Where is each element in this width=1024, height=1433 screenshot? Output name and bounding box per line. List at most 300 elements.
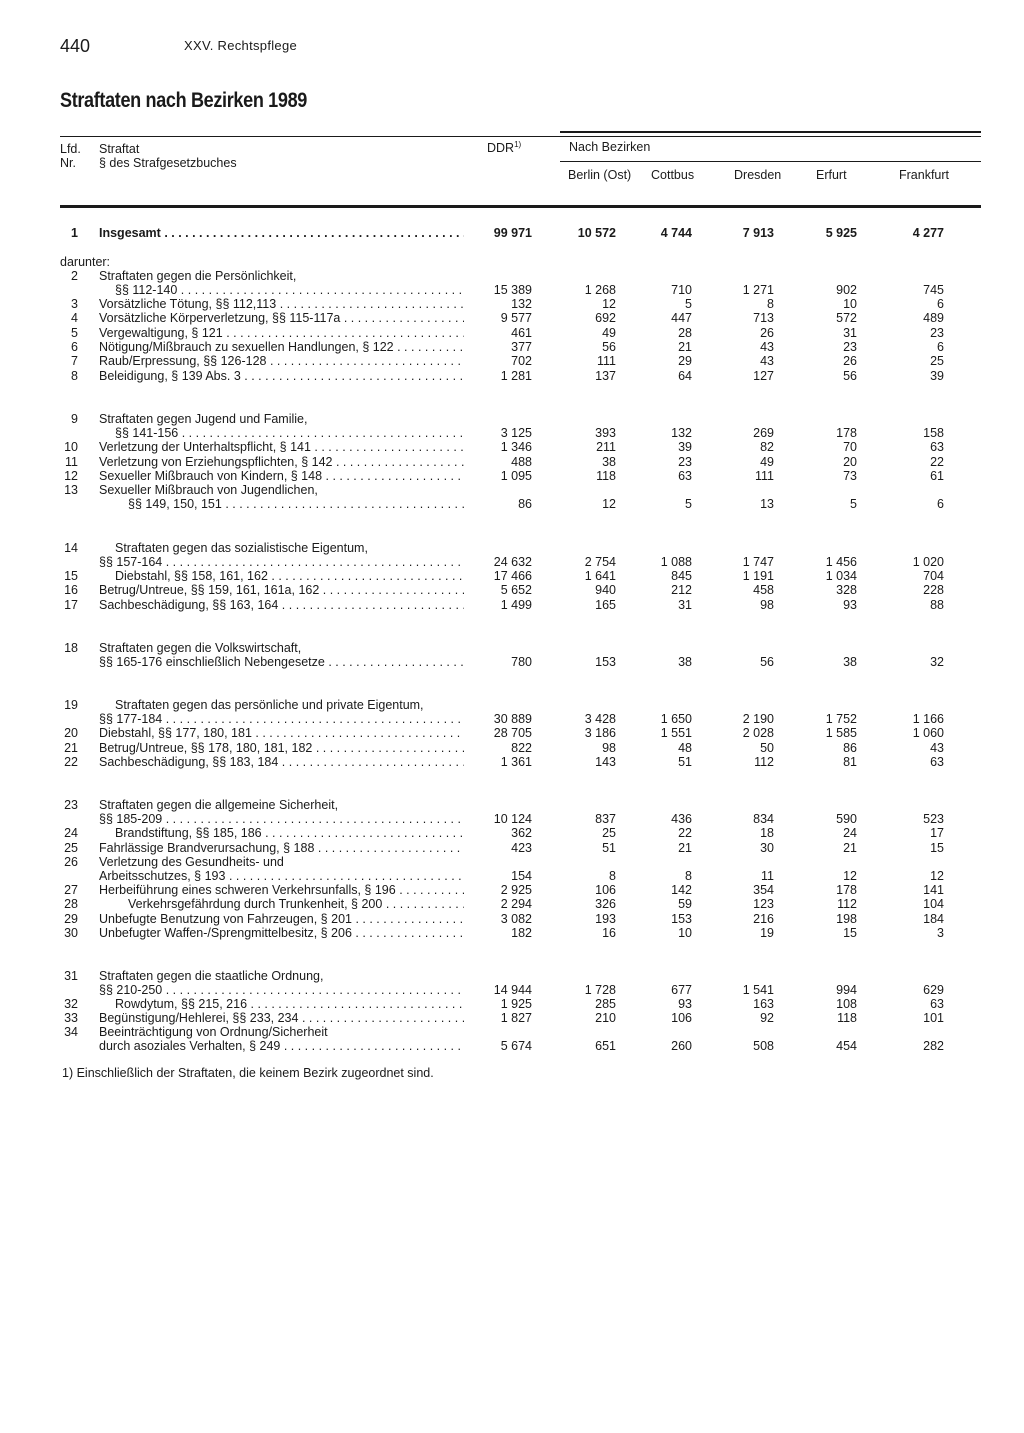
cell-value: 15 389 (493, 283, 532, 297)
cell-value: 112 (754, 755, 774, 769)
table-row (0, 755, 1024, 770)
cell-value: 1 728 (584, 983, 616, 997)
cell-value: 1 166 (912, 712, 944, 726)
cell-value: 3 125 (500, 426, 532, 440)
cell-value: 362 (511, 826, 532, 840)
table-row (0, 426, 1024, 441)
row-label: Diebstahl, §§ 177, 180, 181 . . . (99, 726, 464, 741)
cell-value: 10 (678, 926, 692, 940)
cell-value: 6 (937, 297, 944, 311)
row-label: §§ 149, 150, 151 . . . (128, 497, 464, 512)
cell-value: 51 (678, 755, 692, 769)
cell-value: 132 (511, 297, 532, 311)
cell-value: 5 (685, 297, 692, 311)
cell-value: 5 (685, 497, 692, 511)
cell-value: 6 (937, 497, 944, 511)
table-row (0, 269, 1024, 284)
cell-value: 902 (836, 283, 857, 297)
row-number: 15 (64, 569, 78, 583)
col-straftat: Straftat (99, 142, 140, 156)
row-number: 18 (64, 641, 78, 655)
cell-value: 64 (678, 369, 692, 383)
cell-value: 1 650 (660, 712, 692, 726)
cell-value: 28 705 (493, 726, 532, 740)
cell-value: 98 (760, 598, 774, 612)
row-label: §§ 185-209 . . . (99, 812, 464, 827)
cell-value: 86 (843, 741, 857, 755)
cell-value: 1 020 (912, 555, 944, 569)
cell-value: 143 (595, 755, 616, 769)
cell-value: 29 (678, 354, 692, 368)
row-number: 12 (64, 469, 78, 483)
cell-value: 3 (937, 926, 944, 940)
cell-value: 1 095 (500, 469, 532, 483)
cell-value: 51 (602, 841, 616, 855)
cell-value: 21 (678, 340, 692, 354)
cell-value: 692 (595, 311, 616, 325)
table-row (0, 440, 1024, 455)
row-number: 33 (64, 1011, 78, 1025)
cell-value: 1 191 (742, 569, 774, 583)
cell-value: 228 (923, 583, 944, 597)
cell-value: 13 (760, 497, 774, 511)
col-frankfurt: Frankfurt (899, 168, 950, 182)
row-number: 16 (64, 583, 78, 597)
table-row (0, 569, 1024, 584)
row-label: Diebstahl, §§ 158, 161, 162 . . . (115, 569, 464, 584)
row-number: 32 (64, 997, 78, 1011)
header-bottom-rule (60, 205, 981, 208)
cell-value: 837 (595, 812, 616, 826)
table-row (0, 841, 1024, 856)
cell-value: 3 082 (500, 912, 532, 926)
cell-value: 16 (602, 926, 616, 940)
table-row (0, 1011, 1024, 1026)
cell-value: 182 (511, 926, 532, 940)
cell-value: 154 (511, 869, 532, 883)
cell-value: 61 (930, 469, 944, 483)
table-row (0, 997, 1024, 1012)
row-label: Arbeitsschutzes, § 193 . . . (99, 869, 464, 884)
cell-value: 12 (843, 869, 857, 883)
table-row (0, 469, 1024, 484)
cell-value: 393 (595, 426, 616, 440)
cell-value: 127 (753, 369, 774, 383)
row-label: Raub/Erpressung, §§ 126-128 . . . (99, 354, 464, 369)
cell-value: 4 277 (912, 226, 944, 240)
row-label: Herbeiführung eines schweren Verkehrsunfalls, § 196 . . . (99, 883, 464, 898)
table-row (0, 226, 1024, 241)
cell-value: 108 (836, 997, 857, 1011)
cell-value: 104 (923, 897, 944, 911)
row-label: Vorsätzliche Körperverletzung, §§ 115-117a . . . (99, 311, 464, 326)
table-row (0, 354, 1024, 369)
table-row (0, 712, 1024, 727)
cell-value: 328 (836, 583, 857, 597)
cell-value: 70 (843, 440, 857, 454)
table-row (0, 455, 1024, 470)
row-label: Sachbeschädigung, §§ 183, 184 . . . (99, 755, 464, 770)
cell-value: 20 (843, 455, 857, 469)
cell-value: 5 (850, 497, 857, 511)
cell-value: 50 (760, 741, 774, 755)
cell-value: 1 034 (825, 569, 857, 583)
row-label: Straftaten gegen die staatliche Ordnung, (99, 969, 324, 983)
table-row (0, 311, 1024, 326)
row-label: Betrug/Untreue, §§ 178, 180, 181, 182 . . . (99, 741, 464, 756)
cell-value: 30 (760, 841, 774, 855)
cell-value: 12 (602, 497, 616, 511)
cell-value: 178 (836, 883, 857, 897)
cell-value: 48 (678, 741, 692, 755)
cell-value: 49 (760, 455, 774, 469)
row-label: Beeinträchtigung von Ordnung/Sicherheit (99, 1025, 328, 1039)
row-label: Straftaten gegen das persönliche und private Eigentum, (115, 698, 424, 712)
cell-value: 23 (843, 340, 857, 354)
cell-value: 994 (836, 983, 857, 997)
cell-value: 1 585 (825, 726, 857, 740)
row-number: 1 (71, 226, 78, 240)
row-number: 20 (64, 726, 78, 740)
cell-value: 26 (843, 354, 857, 368)
col-berlin: Berlin (Ost) (568, 168, 632, 182)
cell-value: 423 (511, 841, 532, 855)
table-row (0, 912, 1024, 927)
cell-value: 7 913 (742, 226, 774, 240)
cell-value: 158 (923, 426, 944, 440)
row-number: 11 (65, 455, 78, 469)
row-number: 3 (71, 297, 78, 311)
cell-value: 17 (930, 826, 944, 840)
cell-value: 354 (753, 883, 774, 897)
row-label: §§ 210-250 . . . (99, 983, 464, 998)
cell-value: 704 (923, 569, 944, 583)
cell-value: 211 (596, 440, 616, 454)
header-rule-thin (60, 136, 981, 137)
cell-value: 1 925 (500, 997, 532, 1011)
cell-value: 106 (671, 1011, 692, 1025)
cell-value: 1 361 (500, 755, 532, 769)
row-number: 13 (64, 483, 78, 497)
cell-value: 22 (678, 826, 692, 840)
row-label: Fahrlässige Brandverursachung, § 188 . . . (99, 841, 464, 856)
cell-value: 106 (595, 883, 616, 897)
cell-value: 1 456 (825, 555, 857, 569)
row-label: Vergewaltigung, § 121 . . . (99, 326, 464, 341)
cell-value: 112 (837, 897, 857, 911)
row-label: Verletzung von Erziehungspflichten, § 142 . . . (99, 455, 464, 470)
cell-value: 940 (595, 583, 616, 597)
col-erfurt: Erfurt (816, 168, 847, 182)
cell-value: 93 (678, 997, 692, 1011)
cell-value: 25 (602, 826, 616, 840)
cell-value: 32 (930, 655, 944, 669)
cell-value: 8 (767, 297, 774, 311)
table-row (0, 855, 1024, 870)
row-label: Unbefugter Waffen-/Sprengmittelbesitz, § 206 . . . (99, 926, 464, 941)
cell-value: 19 (760, 926, 774, 940)
col-nach-bezirken: Nach Bezirken (569, 140, 651, 154)
cell-value: 118 (596, 469, 616, 483)
row-number: 21 (64, 741, 78, 755)
cell-value: 39 (930, 369, 944, 383)
cell-value: 2 294 (500, 897, 532, 911)
cell-value: 3 186 (584, 726, 616, 740)
row-number: 4 (71, 311, 78, 325)
row-number: 17 (64, 598, 78, 612)
row-number: 34 (64, 1025, 78, 1039)
cell-value: 5 674 (500, 1039, 532, 1053)
row-label: §§ 112-140 . . . (115, 283, 464, 298)
row-number: 5 (71, 326, 78, 340)
row-number: 27 (64, 883, 78, 897)
cell-value: 436 (671, 812, 692, 826)
table-row (0, 340, 1024, 355)
footnote: 1) Einschließlich der Straftaten, die keinem Bezirk zugeordnet sind. (62, 1066, 434, 1080)
cell-value: 1 752 (825, 712, 857, 726)
cell-value: 193 (595, 912, 616, 926)
cell-value: 651 (595, 1039, 616, 1053)
cell-value: 17 466 (493, 569, 532, 583)
cell-value: 10 124 (493, 812, 532, 826)
cell-value: 63 (930, 755, 944, 769)
row-label: §§ 165-176 einschließlich Nebengesetze . . . (99, 655, 464, 670)
cell-value: 2 190 (742, 712, 774, 726)
cell-value: 326 (595, 897, 616, 911)
cell-value: 111 (596, 354, 616, 368)
col-stgb: § des Strafgesetzbuches (99, 156, 237, 170)
row-label: Straftaten gegen die Volkswirtschaft, (99, 641, 302, 655)
row-label: §§ 177-184 . . . (99, 712, 464, 727)
page-number: 440 (60, 36, 91, 56)
row-number: 10 (64, 440, 78, 454)
cell-value: 713 (753, 311, 774, 325)
row-label: Begünstigung/Hehlerei, §§ 233, 234 . . . (99, 1011, 464, 1026)
row-label: Betrug/Untreue, §§ 159, 161, 161a, 162 . . . (99, 583, 464, 598)
cell-value: 142 (671, 883, 692, 897)
cell-value: 9 577 (500, 311, 532, 325)
row-number: 22 (64, 755, 78, 769)
cell-value: 1 281 (500, 369, 532, 383)
cell-value: 26 (760, 326, 774, 340)
table-row (0, 1025, 1024, 1040)
cell-value: 458 (753, 583, 774, 597)
cell-value: 22 (930, 455, 944, 469)
chapter-title: XXV. Rechtspflege (184, 38, 298, 53)
cell-value: 132 (671, 426, 692, 440)
cell-value: 1 827 (500, 1011, 532, 1025)
cell-value: 822 (511, 741, 532, 755)
table-row (0, 641, 1024, 656)
cell-value: 165 (595, 598, 616, 612)
cell-value: 10 572 (577, 226, 616, 240)
table-row (0, 655, 1024, 670)
row-number: 8 (71, 369, 78, 383)
cell-value: 2 028 (742, 726, 774, 740)
cell-value: 523 (923, 812, 944, 826)
cell-value: 8 (609, 869, 616, 883)
cell-value: 49 (602, 326, 616, 340)
cell-value: 216 (753, 912, 774, 926)
cell-value: 63 (678, 469, 692, 483)
row-label: Rowdytum, §§ 215, 216 . . . (115, 997, 464, 1012)
table-row (0, 541, 1024, 556)
table-row (0, 598, 1024, 613)
top-rule (560, 131, 981, 133)
table-row (0, 897, 1024, 912)
table-row (0, 698, 1024, 713)
cell-value: 2 754 (584, 555, 616, 569)
cell-value: 489 (923, 311, 944, 325)
cell-value: 1 499 (500, 598, 532, 612)
cell-value: 1 088 (660, 555, 692, 569)
cell-value: 488 (511, 455, 532, 469)
cell-value: 93 (843, 598, 857, 612)
row-number: 31 (64, 969, 78, 983)
cell-value: 43 (930, 741, 944, 755)
row-label: Sachbeschädigung, §§ 163, 164 . . . (99, 598, 464, 613)
cell-value: 23 (930, 326, 944, 340)
cell-value: 285 (595, 997, 616, 1011)
table-row (0, 326, 1024, 341)
table-row (0, 483, 1024, 498)
row-label: Vorsätzliche Tötung, §§ 112,113 . . . (99, 297, 464, 312)
cell-value: 1 268 (584, 283, 616, 297)
cell-value: 212 (671, 583, 692, 597)
cell-value: 123 (753, 897, 774, 911)
cell-value: 21 (678, 841, 692, 855)
table-row (0, 826, 1024, 841)
row-label: §§ 157-164 . . . (99, 555, 464, 570)
cell-value: 31 (843, 326, 857, 340)
row-number: 24 (64, 826, 78, 840)
row-label: Sexueller Mißbrauch von Jugendlichen, (99, 483, 318, 497)
row-label: Verkehrsgefährdung durch Trunkenheit, § 200 . . . (128, 897, 464, 912)
cell-value: 710 (671, 283, 692, 297)
cell-value: 5 925 (825, 226, 857, 240)
cell-value: 56 (602, 340, 616, 354)
cell-value: 59 (678, 897, 692, 911)
cell-value: 6 (937, 340, 944, 354)
cell-value: 153 (595, 655, 616, 669)
col-ddr-label: DDR (487, 141, 515, 156)
cell-value: 24 632 (493, 555, 532, 569)
cell-value: 56 (760, 655, 774, 669)
row-number: 14 (64, 541, 78, 555)
row-label: Verletzung der Unterhaltspflicht, § 141 . . . (99, 440, 464, 455)
table-row (0, 969, 1024, 984)
row-label: Unbefugte Benutzung von Fahrzeugen, § 201 . . . (99, 912, 464, 927)
cell-value: 269 (753, 426, 774, 440)
cell-value: 92 (760, 1011, 774, 1025)
cell-value: 572 (836, 311, 857, 325)
row-label: Beleidigung, § 139 Abs. 3 . . . (99, 369, 464, 384)
cell-value: 12 (930, 869, 944, 883)
table-row (0, 741, 1024, 756)
col-dresden: Dresden (734, 168, 782, 182)
row-label: Straftaten gegen die allgemeine Sicherheit, (99, 798, 339, 812)
cell-value: 63 (930, 997, 944, 1011)
row-label: Sexueller Mißbrauch von Kindern, § 148 . . . (99, 469, 464, 484)
cell-value: 677 (671, 983, 692, 997)
cell-value: 28 (678, 326, 692, 340)
cell-value: 184 (923, 912, 944, 926)
cell-value: 12 (602, 297, 616, 311)
row-label: Straftaten gegen das sozialistische Eigentum, (115, 541, 368, 555)
table-row (0, 369, 1024, 384)
cell-value: 1 346 (500, 440, 532, 454)
cell-value: 447 (671, 311, 692, 325)
table-row (0, 883, 1024, 898)
row-number: 9 (71, 412, 78, 426)
cell-value: 198 (836, 912, 857, 926)
table-row (0, 297, 1024, 312)
cell-value: 15 (930, 841, 944, 855)
cell-value: 23 (678, 455, 692, 469)
cell-value: 163 (753, 997, 774, 1011)
row-number: 26 (64, 855, 78, 869)
row-number: 29 (64, 912, 78, 926)
row-number: 6 (71, 340, 78, 354)
cell-value: 153 (671, 912, 692, 926)
cell-value: 82 (760, 440, 774, 454)
cell-value: 282 (923, 1039, 944, 1053)
cell-value: 4 744 (660, 226, 692, 240)
cell-value: 88 (930, 598, 944, 612)
row-label: Verletzung des Gesundheits- und (99, 855, 284, 869)
table-title: Straftaten nach Bezirken 1989 (60, 89, 307, 112)
cell-value: 15 (843, 926, 857, 940)
row-label: Insgesamt . . . (99, 226, 464, 241)
cell-value: 629 (923, 983, 944, 997)
cell-value: 73 (843, 469, 857, 483)
darunter-label: darunter: (60, 255, 111, 269)
cell-value: 31 (678, 598, 692, 612)
cell-value: 780 (511, 655, 532, 669)
cell-value: 8 (685, 869, 692, 883)
cell-value: 38 (602, 455, 616, 469)
col-nr: Nr. (60, 156, 76, 170)
cell-value: 590 (836, 812, 857, 826)
table-row (0, 583, 1024, 598)
row-number: 25 (64, 841, 78, 855)
row-label: durch asoziales Verhalten, § 249 . . . (99, 1039, 464, 1054)
table-row (0, 1039, 1024, 1054)
row-label: Straftaten gegen die Persönlichkeit, (99, 269, 297, 283)
cell-value: 111 (754, 469, 774, 483)
table-row (0, 798, 1024, 813)
col-ddr-footnote-mark: 1) (514, 140, 522, 149)
cell-value: 18 (760, 826, 774, 840)
cell-value: 38 (843, 655, 857, 669)
cell-value: 1 551 (660, 726, 692, 740)
cell-value: 25 (930, 354, 944, 368)
cell-value: 86 (518, 497, 532, 511)
cell-value: 38 (678, 655, 692, 669)
cell-value: 21 (843, 841, 857, 855)
row-number: 28 (64, 897, 78, 911)
cell-value: 461 (511, 326, 532, 340)
cell-value: 834 (753, 812, 774, 826)
cell-value: 702 (511, 354, 532, 368)
row-number: 19 (64, 698, 78, 712)
cell-value: 3 428 (584, 712, 616, 726)
row-label: §§ 141-156 . . . (115, 426, 464, 441)
cell-value: 43 (760, 354, 774, 368)
cell-value: 63 (930, 440, 944, 454)
table-row (0, 555, 1024, 570)
cell-value: 1 747 (742, 555, 774, 569)
